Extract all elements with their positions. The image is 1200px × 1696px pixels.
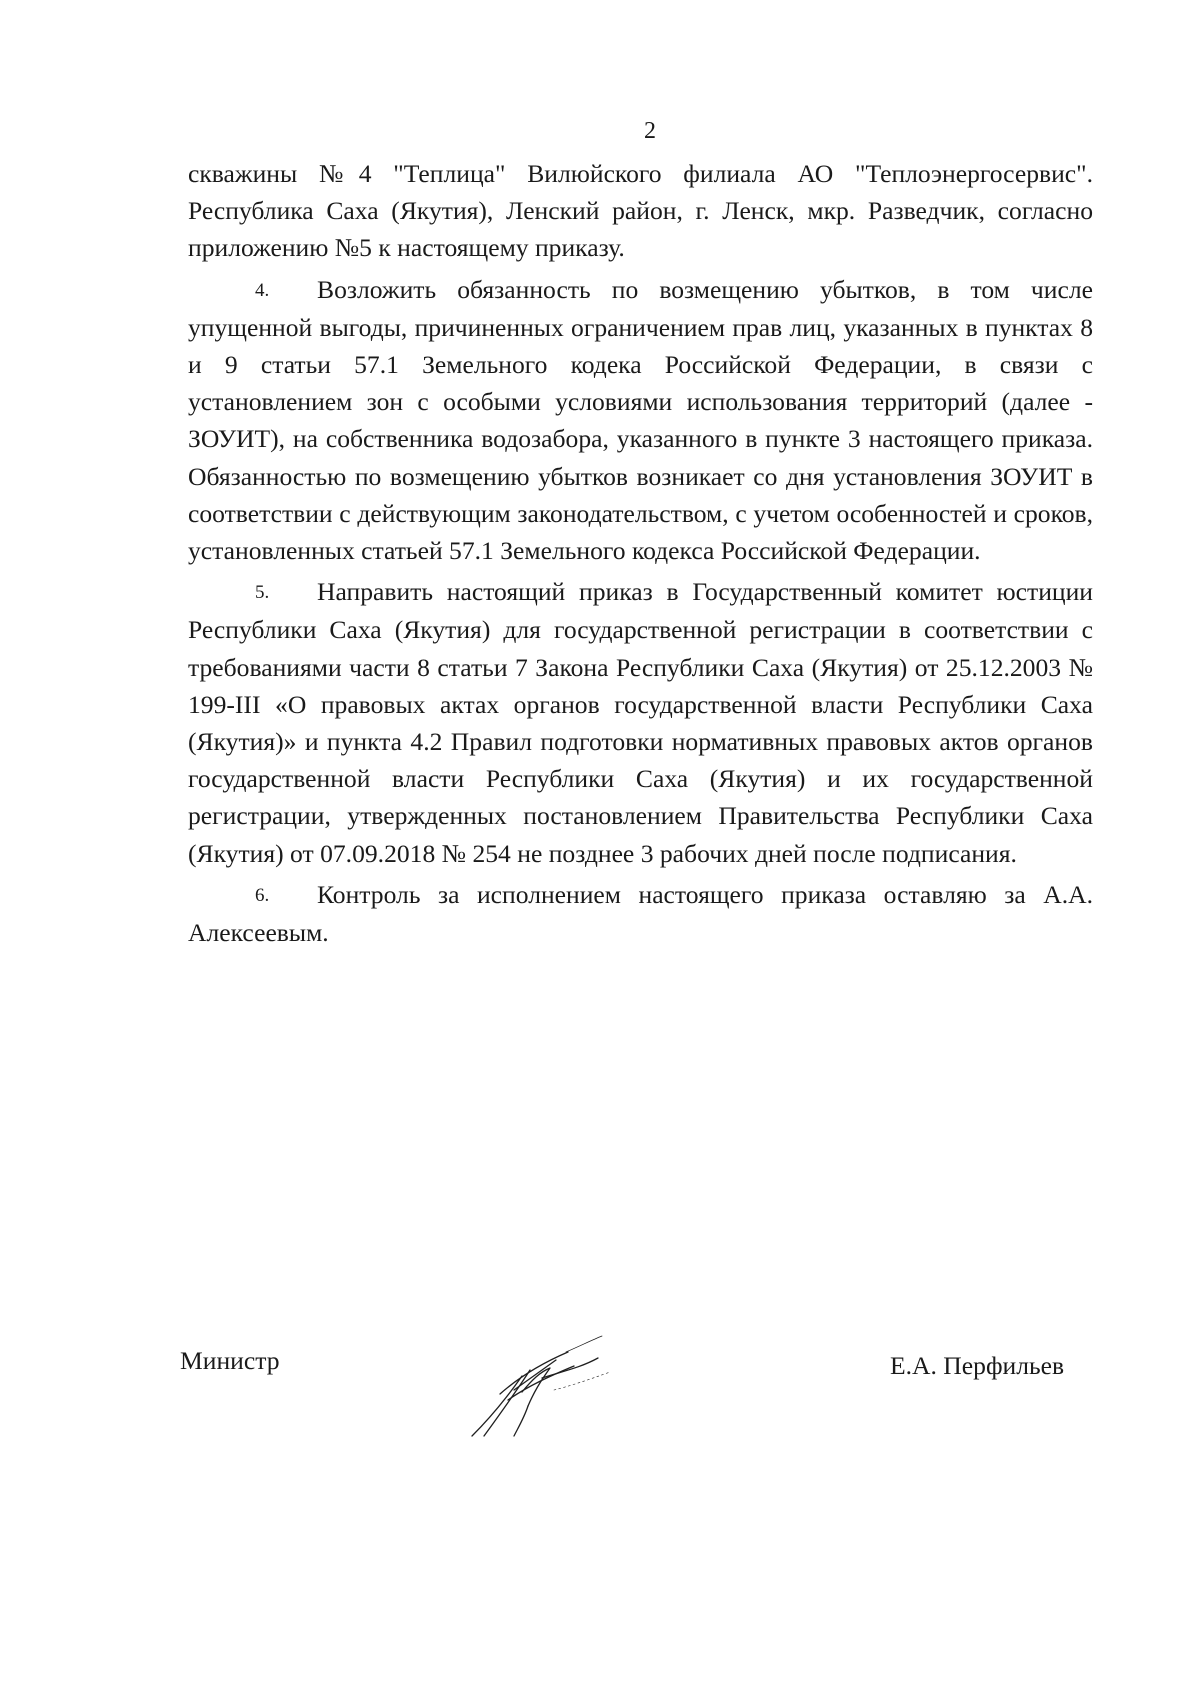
signatory-title: Министр (180, 1346, 280, 1375)
paragraph-5 (188, 573, 1093, 872)
paragraph-number: 5. (255, 582, 270, 604)
paragraph-6 (188, 876, 1093, 951)
page-number: 2 (644, 118, 656, 144)
paragraph-3-continuation (188, 155, 1093, 267)
handwritten-signature-icon (470, 1332, 620, 1442)
paragraph-text: Направить настоящий приказ в Государственный комитет юстиции Республики Саха (Якутия) для государственной регистрации в соответствии с требованиями части 8 статьи 7 Закона Республики Саха (Якутия) от 25.12.2003 № 199-III «О правовых актах органов государственной власти Республики Саха (Якутия)» и пункта 4.2 Правил подготовки нормативных правовых актов органов государственной власти Республики Саха (Якутия) и их государственной регистрации, утвержденных постановлением Правительства Республики Саха (Якутия) от 07.09.2018 № 254 не позднее 3 рабочих дней после подписания. (188, 577, 1093, 868)
paragraph-text: скважины №4 "Теплица" Вилюйского филиала АО "Теплоэнергосервис". Республика Саха (Якутия), Ленский район, г. Ленск, мкр. Разведчик, согласно приложению №5 к настоящему приказу. (188, 159, 1093, 263)
paragraph-text: Контроль за исполнением настоящего приказа оставляю за А.А. Алексеевым. (188, 879, 1093, 948)
paragraph-number: 4. (255, 279, 270, 301)
signatory-name: Е.А. Перфильев (890, 1351, 1065, 1380)
paragraph-4 (188, 271, 1093, 570)
document-body (188, 155, 1093, 951)
signature-block (0, 1346, 1200, 1456)
paragraph-number: 6. (255, 884, 270, 906)
paragraph-text: Возложить обязанность по возмещению убытков, в том числе упущенной выгоды, причиненных ограничением прав лиц, указанных в пунктах 8 и 9 статьи 57.1 Земельного кодека Российской Федерации, в связи с установлением зон с особыми условиями использования территорий (далее - ЗОУИТ), на собственника водозабора, указанного в пункте 3 настоящего приказа. Обязанностью по возмещению убытков возникает со дня установления ЗОУИТ в соответствии с действующим законодательством, с учетом особенностей и сроков, установленных статьей 57.1 Земельного кодекса Российской Федерации. (188, 274, 1093, 566)
